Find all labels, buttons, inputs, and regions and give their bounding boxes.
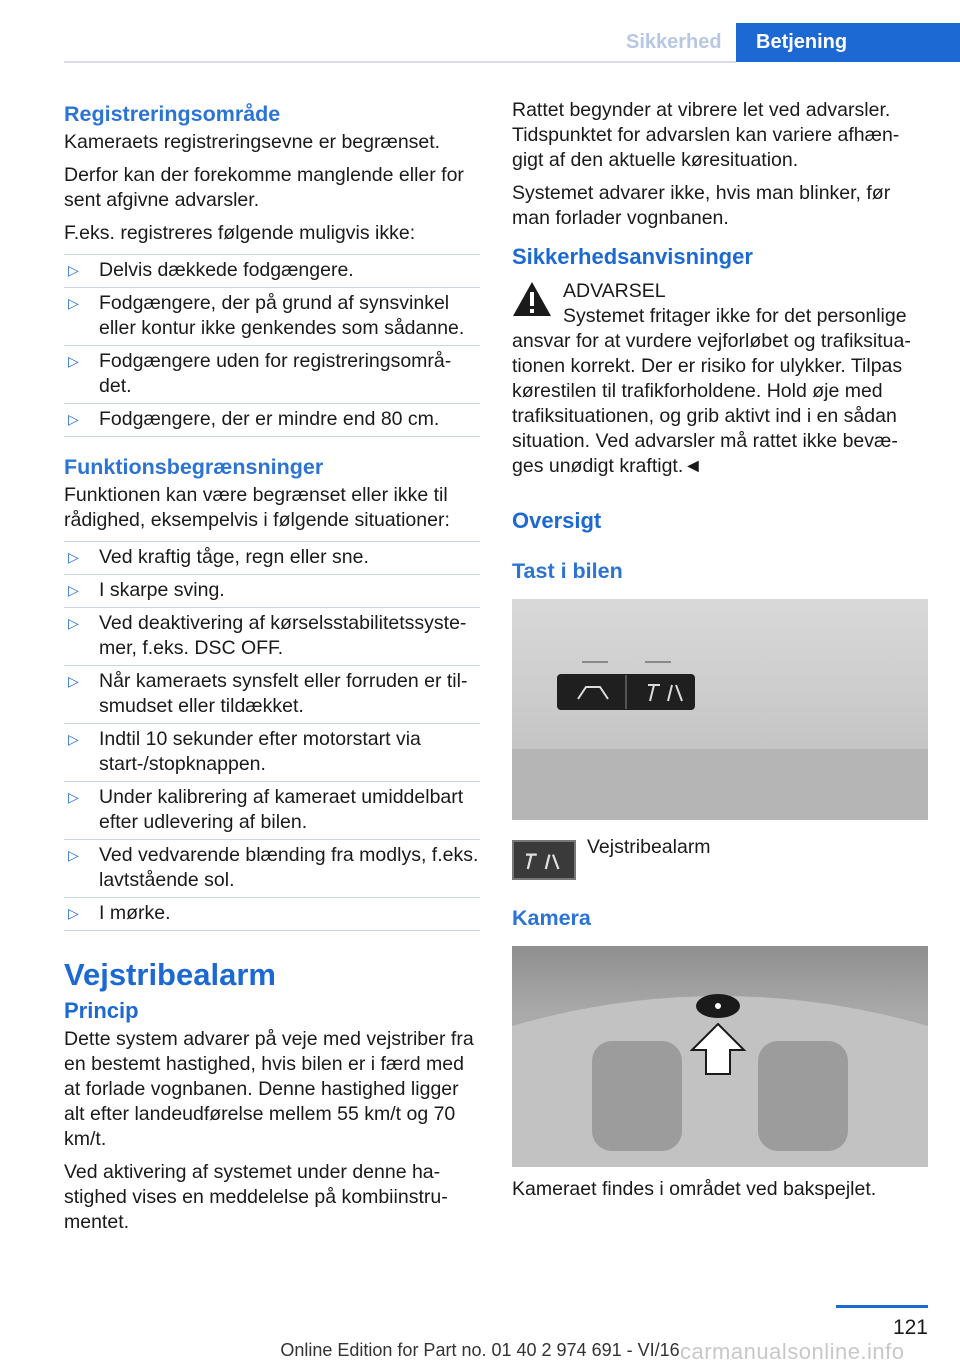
list-item: ▷ Ved vedvarende blænding fra modlys, f.eks. lavtstående sol.: [64, 840, 480, 898]
heading-limits: Funktionsbegrænsninger: [64, 455, 324, 479]
cabin-illustration: [512, 946, 928, 1167]
bullet-triangle-icon: ▷: [68, 905, 79, 921]
bullet-triangle-icon: ▷: [68, 615, 79, 631]
bullet-triangle-icon: ▷: [68, 262, 79, 278]
console-buttons-photo: [512, 599, 928, 820]
paragraph-vibrate-2: Systemet advarer ikke, hvis man blinker, før man forlader vognbanen.: [512, 182, 891, 229]
list-item: ▷ Ved deaktivering af kørselsstabilitetssyste‐ mer, f.eks. DSC OFF.: [64, 608, 480, 666]
warning-triangle-icon: [512, 281, 552, 317]
warning-text-rest: ansvar for at vurdere vejforløbet og trafiksitua‐ tionen korrekt. Der er risiko for ulykker. Tilpas kørestilen til trafikforholdene. Hold øje med trafiksituationen, og grib aktivt ind i en sådan situation. Ved advarsler må rattet ikke bevæ‐ ges unødigt kraftigt.◄: [512, 330, 911, 477]
bullet-triangle-icon: ▷: [68, 411, 79, 427]
footer-rule: [836, 1305, 928, 1308]
paragraph-limits: Funktionen kan være begrænset eller ikke til rådighed, eksempelvis i følgende situationer:: [64, 484, 450, 531]
heading-registration: Registreringsområde: [64, 102, 281, 126]
warning-box: [512, 279, 928, 479]
heading-camera: Kamera: [512, 906, 591, 930]
heading-lane-alarm: Vejstribealarm: [64, 957, 276, 992]
heading-key: Tast i bilen: [512, 559, 623, 583]
paragraph-reg-3: F.eks. registreres følgende muligvis ikke:: [64, 222, 416, 244]
registration-list: [64, 254, 480, 437]
limits-list: [64, 541, 480, 931]
bullet-triangle-icon: ▷: [68, 731, 79, 747]
tab-operation[interactable]: Betjening: [736, 23, 960, 62]
list-item: ▷ Under kalibrering af kameraet umiddelbart efter udlevering af bilen.: [64, 782, 480, 840]
warning-text: [512, 304, 928, 479]
watermark: carmanualsonline.info: [680, 1339, 905, 1364]
heading-safety: Sikkerhedsanvisninger: [512, 244, 753, 269]
console-illustration: [512, 599, 928, 820]
camera-caption: Kameraet findes i området ved bakspejlet.: [512, 1178, 877, 1200]
key-legend: [512, 835, 928, 880]
paragraph-principle-2: Ved aktivering af systemet under denne ha‐ stighed vises en meddelelse på kombiinstru‐ mentet.: [64, 1161, 448, 1233]
list-item: ▷ Ved kraftig tåge, regn eller sne.: [64, 541, 480, 575]
list-item: ▷ Fodgængere, der er mindre end 80 cm.: [64, 404, 480, 437]
paragraph-reg-2: Derfor kan der forekomme manglende eller for sent afgivne advarsler.: [64, 164, 464, 211]
paragraph-reg-1: Kameraets registreringsevne er begrænset.: [64, 131, 441, 153]
bullet-triangle-icon: ▷: [68, 789, 79, 805]
header-tabs: [608, 23, 960, 62]
bullet-triangle-icon: ▷: [68, 295, 79, 311]
tab-safety[interactable]: Sikkerhed: [608, 23, 736, 62]
page-number: 121: [892, 1316, 928, 1339]
list-item: ▷ Fodgængere, der på grund af synsvinkel eller kontur ikke genkendes som sådanne.: [64, 288, 480, 346]
lane-departure-icon: [512, 840, 576, 880]
key-label: Vejstribealarm: [587, 835, 711, 858]
list-item: ▷ Delvis dækkede fodgængere.: [64, 254, 480, 288]
list-item: ▷ I mørke.: [64, 898, 480, 931]
camera-location-photo: [512, 946, 928, 1167]
paragraph-vibrate-1: Rattet begynder at vibrere let ved advarsler. Tidspunktet for advarslen kan variere afhæn‐ gigt af den aktuelle køresituation.: [512, 99, 900, 171]
header-rule: [64, 61, 736, 63]
bullet-triangle-icon: ▷: [68, 549, 79, 565]
bullet-triangle-icon: ▷: [68, 673, 79, 689]
bullet-triangle-icon: ▷: [68, 353, 79, 369]
warning-text-first-line: Systemet fritager ikke for det personlige: [563, 305, 907, 327]
list-item: ▷ Når kameraets synsfelt eller forruden er til‐ smudset eller tildækket.: [64, 666, 480, 724]
bullet-triangle-icon: ▷: [68, 847, 79, 863]
list-item: ▷ Fodgængere uden for registreringsområ‐ det.: [64, 346, 480, 404]
right-column: [512, 98, 928, 1210]
paragraph-principle-1: Dette system advarer på veje med vejstriber fra en bestemt hastighed, hvis bilen er i færd med at forlade vognbanen. Denne hastighed ligger alt efter landeudførelse mellem 55 km/t og 70 km/t.: [64, 1028, 474, 1150]
edition-footer: Online Edition for Part no. 01 40 2 974 691 - VI/16: [280, 1340, 680, 1360]
list-item: ▷ I skarpe sving.: [64, 575, 480, 608]
left-column: [64, 98, 480, 1243]
bullet-triangle-icon: ▷: [68, 582, 79, 598]
warning-title: ADVARSEL: [563, 280, 666, 302]
heading-overview: Oversigt: [512, 508, 602, 533]
heading-principle: Princip: [64, 998, 139, 1023]
list-item: ▷ Indtil 10 sekunder efter motorstart via start-/stopknappen.: [64, 724, 480, 782]
